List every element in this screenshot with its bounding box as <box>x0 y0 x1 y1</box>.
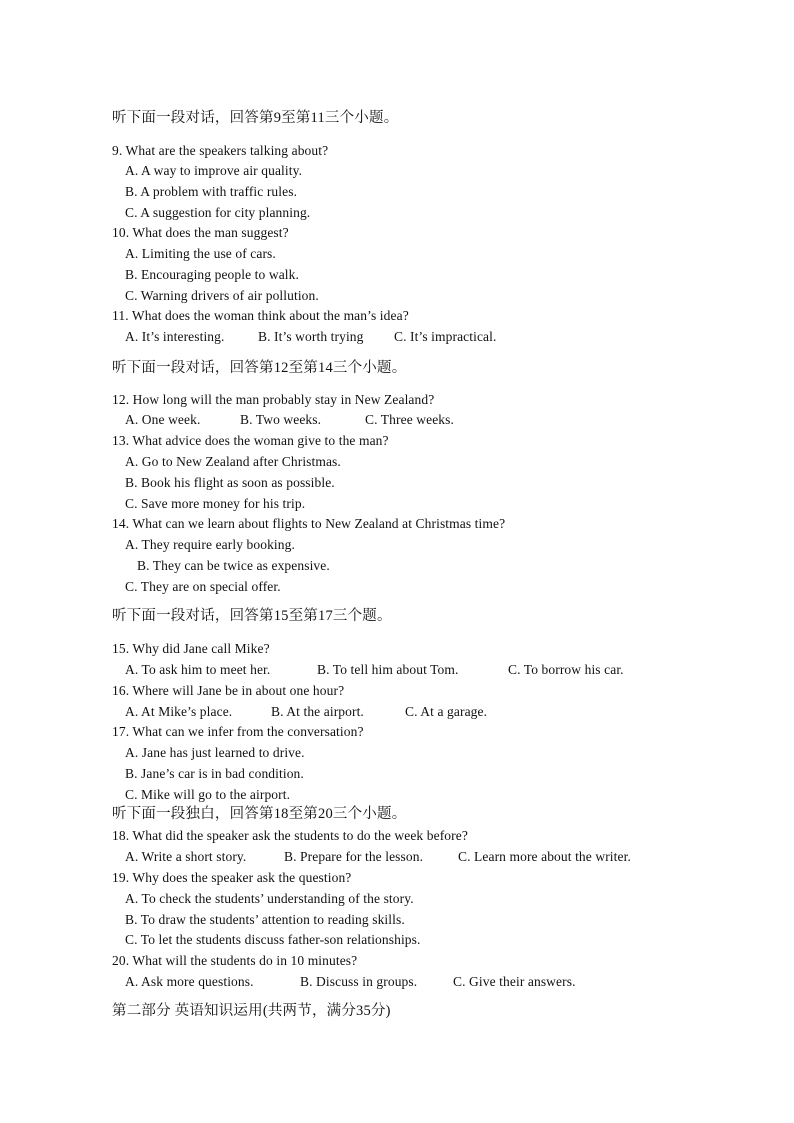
question-17: 17. What can we infer from the conversation? <box>112 724 364 739</box>
option-19a: A. To check the students’ understanding of the story. <box>125 891 414 906</box>
option-18b: B. Prepare for the lesson. <box>284 849 424 864</box>
question-12: 12. How long will the man probably stay in New Zealand? <box>112 392 435 407</box>
option-17b: B. Jane’s car is in bad condition. <box>125 766 304 781</box>
option-10a: A. Limiting the use of cars. <box>125 246 276 261</box>
option-12a: A. One week. <box>125 412 201 427</box>
question-18: 18. What did the speaker ask the students to do the week before? <box>112 828 468 843</box>
question-20: 20. What will the students do in 10 minutes? <box>112 953 358 968</box>
option-11a: A. It’s interesting. <box>125 329 225 344</box>
question-16: 16. Where will Jane be in about one hour? <box>112 683 345 698</box>
option-16b: B. At the airport. <box>271 704 364 719</box>
option-12c: C. Three weeks. <box>365 412 454 427</box>
question-19: 19. Why does the speaker ask the question? <box>112 870 352 885</box>
option-16a: A. At Mike’s place. <box>125 704 233 719</box>
option-11b: B. It’s worth trying <box>258 329 364 344</box>
option-13a: A. Go to New Zealand after Christmas. <box>125 454 341 469</box>
section-heading-9-11: 听下面一段对话，回答第9至第11三个小题。 <box>112 110 399 126</box>
option-20c: C. Give their answers. <box>453 974 576 989</box>
option-12b: B. Two weeks. <box>240 412 322 427</box>
question-14: 14. What can we learn about flights to New Zealand at Christmas time? <box>112 516 506 531</box>
option-15b: B. To tell him about Tom. <box>317 662 459 677</box>
option-13c: C. Save more money for his trip. <box>125 496 306 511</box>
question-10: 10. What does the man suggest? <box>112 225 289 240</box>
question-9: 9. What are the speakers talking about? <box>112 143 329 158</box>
option-9a: A. A way to improve air quality. <box>125 163 303 178</box>
option-9b: B. A problem with traffic rules. <box>125 184 298 199</box>
option-10c: C. Warning drivers of air pollution. <box>125 288 319 303</box>
option-17c: C. Mike will go to the airport. <box>125 787 291 802</box>
section-heading-15-17: 听下面一段对话，回答第15至第17三个题。 <box>112 608 392 624</box>
option-15c: C. To borrow his car. <box>508 662 624 677</box>
option-14a: A. They require early booking. <box>125 537 295 552</box>
option-18c: C. Learn more about the writer. <box>458 849 631 864</box>
question-13: 13. What advice does the woman give to the man? <box>112 433 389 448</box>
option-20b: B. Discuss in groups. <box>300 974 418 989</box>
part-two-heading: 第二部分 英语知识运用(共两节，满分35分) <box>112 1003 391 1019</box>
option-20a: A. Ask more questions. <box>125 974 254 989</box>
option-14c: C. They are on special offer. <box>125 579 281 594</box>
option-13b: B. Book his flight as soon as possible. <box>125 475 335 490</box>
option-9c: C. A suggestion for city planning. <box>125 205 311 220</box>
section-heading-18-20: 听下面一段独白，回答第18至第20三个小题。 <box>112 806 407 822</box>
option-14b: B. They can be twice as expensive. <box>137 558 330 573</box>
option-18a: A. Write a short story. <box>125 849 247 864</box>
option-15a: A. To ask him to meet her. <box>125 662 271 677</box>
question-15: 15. Why did Jane call Mike? <box>112 641 270 656</box>
option-19b: B. To draw the students’ attention to reading skills. <box>125 912 405 927</box>
option-19c: C. To let the students discuss father-son relationships. <box>125 932 421 947</box>
option-17a: A. Jane has just learned to drive. <box>125 745 305 760</box>
question-11: 11. What does the woman think about the man’s idea? <box>112 308 409 323</box>
option-10b: B. Encouraging people to walk. <box>125 267 299 282</box>
option-16c: C. At a garage. <box>405 704 488 719</box>
section-heading-12-14: 听下面一段对话，回答第12至第14三个小题。 <box>112 360 407 376</box>
option-11c: C. It’s impractical. <box>394 329 497 344</box>
